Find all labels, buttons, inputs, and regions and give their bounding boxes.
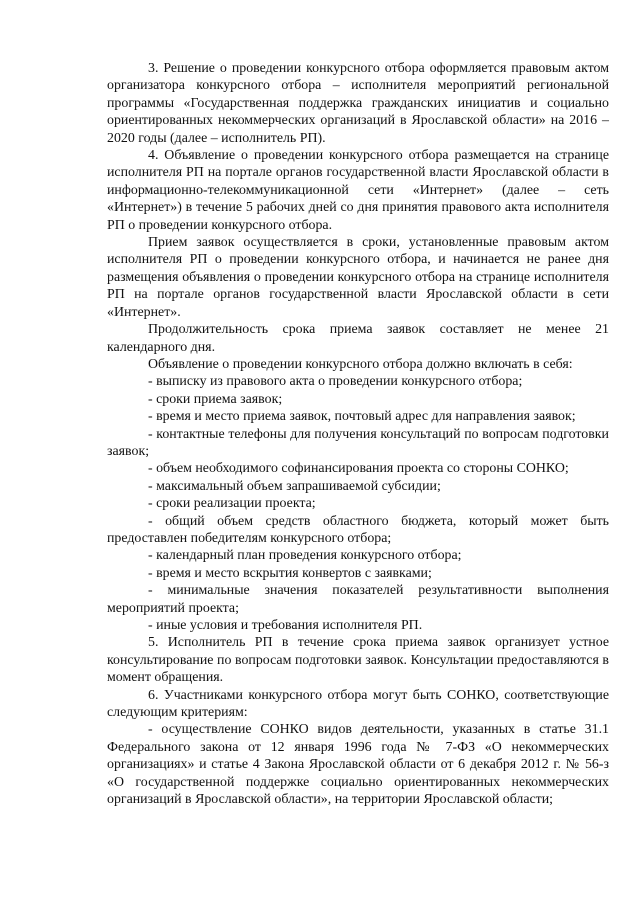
paragraph-4-announcement: 4. Объявление о проведении конкурсного отбора размещается на странице исполнителя РП на портале органов государственной власти Ярославской области в информационно-телекоммуникационной сети «Интернет» (далее – сеть «Интернет») в течение 5 рабочих дней со дня принятия правового акта исполнителя РП о проведении конкурсного отбора. [107, 148, 609, 233]
list-item: - сроки приема заявок; [148, 391, 283, 407]
list-item: - контактные телефоны для получения консультаций по вопросам подготовки заявок; [107, 426, 609, 459]
list-item: - осуществление СОНКО видов деятельности, указанных в статье 31.1 Федерального закона от 12 января 1996 года № 7-ФЗ «О некоммерческих организациях» и статье 4 Закона Ярославской области от 6 декабря 2012 г. № 56-з «О государственной поддержке социально ориентированных некоммерческих организаций в Ярославской области», на территории Ярославской области; [107, 722, 609, 808]
paragraph-application-acceptance: Прием заявок осуществляется в сроки, установленные правовым актом исполнителя РП о проведении конкурсного отбора, и начинается не ранее дня размещения объявления о проведении конкурсного отбора на странице исполнителя РП на портале органов государственной власти Ярославской области в сети «Интернет». [107, 235, 609, 320]
paragraph-5-consultation: 5. Исполнитель РП в течение срока приема заявок организует устное консультирование по вопросам подготовки заявок. Консультации предоставляются в момент обращения. [107, 635, 609, 686]
list-item: - объем необходимого софинансирования проекта со стороны СОНКО; [148, 461, 569, 477]
list-item: - общий объем средств областного бюджета, который может быть предоставлен победителям конкурсного отбора; [107, 513, 609, 546]
document-page [107, 60, 609, 808]
list-item: - иные условия и требования исполнителя РП. [148, 618, 423, 633]
paragraph-6-participants: 6. Участниками конкурсного отбора могут быть СОНКО, соответствующие следующим критериям: [107, 687, 609, 721]
paragraph-3-decision: 3. Решение о проведении конкурсного отбора оформляется правовым актом организатора конкурсного отбора – исполнителя мероприятий региональной программы «Государственная поддержка гражданских инициатив и социально ориентированных некоммерческих организаций в Ярославской области» на 2016 – 2020 годы (далее – исполнитель РП). [107, 61, 609, 146]
list-item: - время и место приема заявок, почтовый адрес для направления заявок; [148, 409, 576, 425]
list-item: - календарный план проведения конкурсного отбора; [148, 548, 462, 564]
list-item: - максимальный объем запрашиваемой субсидии; [148, 478, 441, 494]
paragraph-acceptance-duration: Продолжительность срока приема заявок составляет не менее 21 календарного дня. [107, 322, 609, 355]
paragraph-announcement-contents: Объявление о проведении конкурсного отбора должно включать в себя: [148, 356, 573, 372]
list-item: - выписку из правового акта о проведении конкурсного отбора; [148, 374, 523, 390]
list-item: - сроки реализации проекта; [148, 496, 316, 512]
list-item: - минимальные значения показателей результативности выполнения мероприятий проекта; [107, 583, 609, 616]
list-item: - время и место вскрытия конвертов с заявками; [148, 565, 432, 581]
